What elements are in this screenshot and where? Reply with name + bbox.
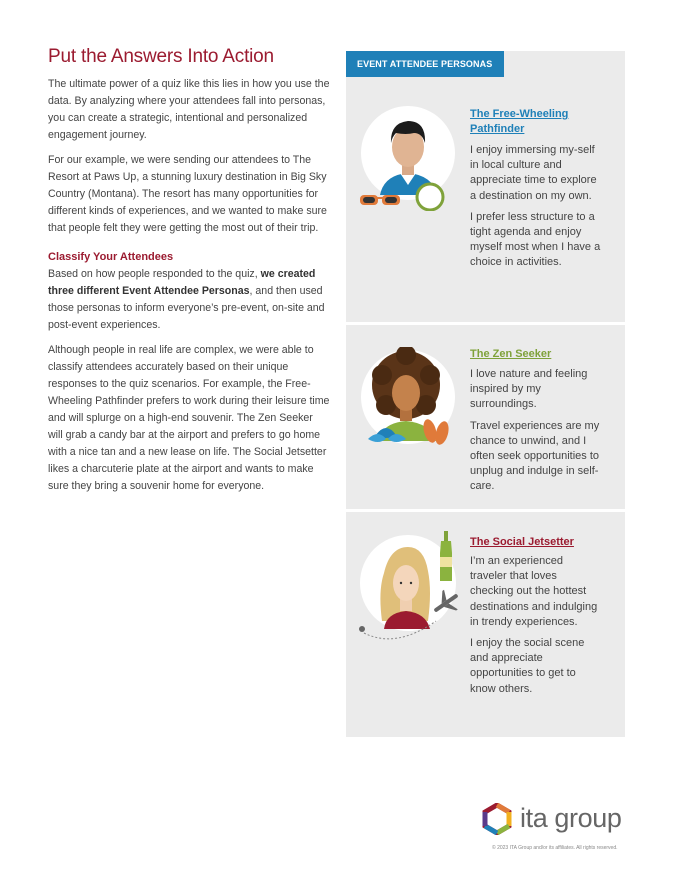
panel-tab-label: EVENT ATTENDEE PERSONAS (346, 51, 504, 77)
complexity-paragraph: Although people in real life are complex, we were able to classify attendees accurately based on their unique responses to the quiz scenarios. For example, the Free-Wheeling Pathfinder prefers to work during their leisure time and will splurge on a high-end souvenir. The Zen Seeker will grab a candy bar at the airport and prefers to go home with a nice tan and a new lease on life. The Social Jetsetter likes a charcuterie plate at the airport and wants to make sure they bring a souvenir home for everyone. (48, 344, 330, 492)
ita-group-logo-icon (481, 803, 513, 835)
article-column (48, 46, 330, 503)
personas-panel (346, 51, 625, 737)
copyright-notice: © 2023 ITA Group and/or its affiliates. All rights reserved. (492, 845, 618, 851)
persona-description-zen-seeker (470, 367, 602, 501)
section-heading: Classify Your Attendees (48, 251, 174, 263)
social-jetsetter-text-2: I enjoy the social scene and appreciate opportunities to get to know others. (470, 637, 585, 695)
persona-description-pathfinder (470, 143, 602, 277)
woman-with-lotus-and-flip-flops-icon (356, 347, 464, 455)
pathfinder-text-2: I prefer less structure to a tight agenda and enjoy myself most when I have a choice in activities. (470, 210, 601, 269)
classify-text-end: , and then used those personas to inform everyone’s pre-event, on-site and post-event experiences. (48, 285, 325, 331)
persona-divider (346, 509, 625, 512)
page-title: Put the Answers Into Action (48, 46, 274, 67)
woman-with-champagne-and-airplane-icon (356, 531, 464, 639)
zen-seeker-text-1: I love nature and feeling inspired by my surroundings. (470, 368, 588, 411)
man-with-sunglasses-and-compass-icon (356, 103, 464, 211)
classify-paragraph (48, 266, 330, 334)
classify-text-bold: we created three different Event Attendee Personas (48, 268, 316, 297)
zen-seeker-text-2: Travel experiences are my chance to unwind, and I often seek opportunities to unplug and indulge in self-care. (470, 419, 600, 493)
persona-title-zen-seeker[interactable]: The Zen Seeker (470, 348, 552, 360)
persona-title-pathfinder[interactable]: The Free-Wheeling Pathfinder (470, 108, 569, 135)
persona-title-social-jetsetter[interactable]: The Social Jetsetter (470, 536, 574, 548)
example-paragraph: For our example, we were sending our attendees to The Resort at Paws Up, a stunning luxury destination in Big Sky Country (Montana). The resort has many opportunities for different kinds of experiences, and we wanted to make sure that people felt they were getting the most out of their trip. (48, 154, 327, 234)
intro-paragraph: The ultimate power of a quiz like this lies in how you use the data. By analyzing where your attendees fall into personas, you can create a strategic, intentional and personalized engagement journey. (48, 78, 330, 141)
social-jetsetter-text-1: I’m an experienced traveler that loves checking out the hottest destinations and indulging in trendy experiences. (470, 555, 598, 628)
logo-wordmark: ita group (520, 803, 622, 833)
classify-text-start: Based on how people responded to the quiz, (48, 268, 261, 280)
pathfinder-text-1: I enjoy immersing my-self in local culture and appreciate time to explore a destination on my own. (470, 144, 597, 202)
ita-group-logo (481, 803, 631, 837)
persona-divider (346, 322, 625, 325)
persona-description-social-jetsetter (470, 554, 602, 703)
